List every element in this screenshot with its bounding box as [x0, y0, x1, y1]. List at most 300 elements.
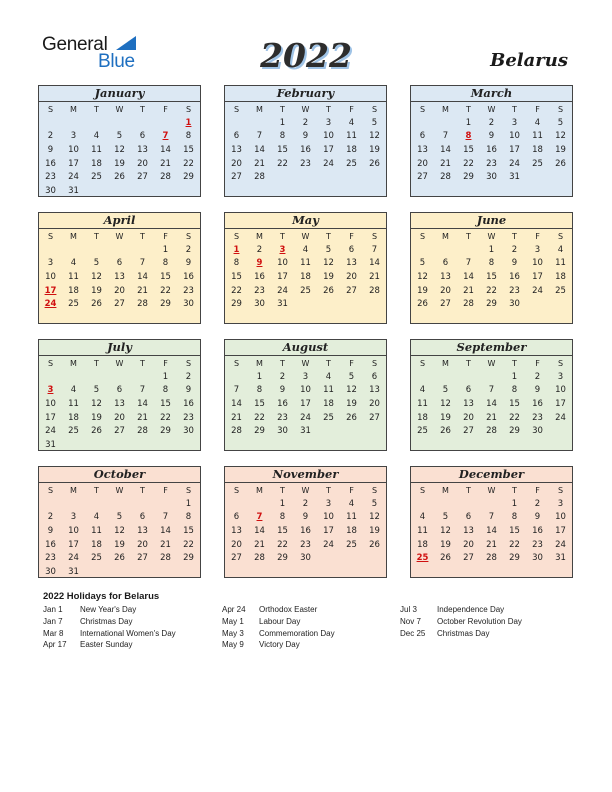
- day-cell: 3: [557, 371, 564, 382]
- day-cell: 15: [277, 525, 288, 536]
- day-cell: 3: [325, 498, 332, 509]
- day-cell: 16: [532, 398, 543, 409]
- day-cell: 8: [162, 385, 169, 396]
- day-cell: 25: [91, 553, 102, 564]
- day-cell: 25: [91, 172, 102, 183]
- day-cell: 23: [183, 412, 194, 423]
- day-cell: 15: [509, 525, 520, 536]
- day-cell: 21: [254, 158, 265, 169]
- empty-cell: [225, 116, 248, 130]
- day-cell: 21: [440, 158, 451, 169]
- day-cell: 24: [509, 158, 520, 169]
- day-cell: 28: [137, 299, 148, 310]
- logo-triangle-icon: [116, 36, 136, 50]
- day-cell: 13: [231, 525, 242, 536]
- day-cell: 5: [442, 385, 449, 396]
- day-cell: 16: [183, 398, 194, 409]
- day-cell: 17: [68, 158, 79, 169]
- day-cell: 1: [233, 244, 240, 255]
- day-cell: 2: [488, 117, 495, 128]
- empty-cell: [177, 565, 200, 578]
- day-cell: 23: [532, 539, 543, 550]
- empty-cell: [480, 370, 503, 384]
- day-cell: 2: [47, 131, 54, 142]
- weekday-label: T: [466, 232, 471, 241]
- day-cell: 27: [463, 553, 474, 564]
- day-cell: 22: [277, 158, 288, 169]
- day-cell: 7: [139, 385, 146, 396]
- day-cell: 22: [463, 158, 474, 169]
- weekday-label: F: [349, 105, 354, 114]
- day-cell: 29: [231, 299, 242, 310]
- holiday-row: [400, 605, 522, 617]
- empty-cell: [271, 170, 294, 184]
- day-cell: 2: [185, 244, 192, 255]
- weekday-label: M: [442, 105, 449, 114]
- day-cell: 27: [114, 299, 125, 310]
- day-cell: 14: [440, 144, 451, 155]
- day-cell: 4: [419, 512, 426, 523]
- day-cell: 8: [511, 512, 518, 523]
- day-cell: 15: [160, 398, 171, 409]
- month-september: [410, 339, 573, 451]
- day-cell: 8: [185, 512, 192, 523]
- day-cell: 13: [137, 144, 148, 155]
- empty-cell: [317, 551, 340, 565]
- holiday-name: October Revolution Day: [437, 616, 522, 626]
- weekday-label: T: [326, 105, 331, 114]
- day-cell: 17: [323, 525, 334, 536]
- day-cell: 10: [555, 385, 566, 396]
- day-cell: 15: [486, 271, 497, 282]
- day-cell: 11: [555, 258, 566, 269]
- empty-cell: [108, 243, 131, 257]
- day-cell: 27: [369, 412, 380, 423]
- day-cell: 29: [183, 553, 194, 564]
- weekday-label: W: [115, 486, 124, 495]
- weekday-label: T: [140, 359, 145, 368]
- day-cell: 4: [348, 498, 355, 509]
- day-cell: 20: [114, 412, 125, 423]
- day-cell: 3: [70, 512, 77, 523]
- day-cell: 18: [68, 412, 79, 423]
- day-cell: 9: [47, 144, 54, 155]
- day-cell: 10: [68, 144, 79, 155]
- day-cell: 25: [346, 158, 357, 169]
- day-cell: 4: [93, 131, 100, 142]
- day-cell: 20: [463, 412, 474, 423]
- day-cell: 9: [185, 258, 192, 269]
- empty-cell: [108, 497, 131, 511]
- holiday-date: Jan 1: [43, 605, 63, 614]
- weekday-label: W: [487, 486, 496, 495]
- weekday-label: M: [442, 486, 449, 495]
- day-cell: 28: [254, 553, 265, 564]
- month-april: [38, 212, 201, 324]
- weekday-label: W: [301, 105, 310, 114]
- empty-cell: [457, 497, 480, 511]
- weekday-label: S: [557, 105, 564, 114]
- day-cell: 20: [137, 539, 148, 550]
- day-cell: 24: [323, 539, 334, 550]
- day-cell: 13: [114, 271, 125, 282]
- day-cell: 5: [93, 258, 100, 269]
- day-cell: 30: [532, 553, 543, 564]
- empty-cell: [340, 170, 363, 184]
- day-cell: 22: [509, 412, 520, 423]
- day-cell: 28: [486, 426, 497, 437]
- day-cell: 1: [185, 498, 192, 509]
- empty-cell: [154, 184, 177, 197]
- day-cell: 14: [137, 398, 148, 409]
- day-cell: 21: [160, 158, 171, 169]
- day-cell: 26: [323, 285, 334, 296]
- holiday-row: [43, 629, 176, 641]
- empty-cell: [434, 370, 457, 384]
- day-cell: 12: [369, 512, 380, 523]
- day-cell: 1: [162, 371, 169, 382]
- month-title: August: [225, 340, 386, 356]
- weekday-label: M: [70, 105, 77, 114]
- holiday-name: Commemoration Day: [259, 628, 335, 638]
- empty-cell: [177, 438, 200, 451]
- day-cell: 17: [555, 398, 566, 409]
- day-cell: 1: [488, 244, 495, 255]
- day-cell: 10: [277, 258, 288, 269]
- empty-cell: [108, 370, 131, 384]
- holiday-name: Christmas Day: [437, 628, 490, 638]
- day-cell: 13: [137, 525, 148, 536]
- empty-cell: [85, 243, 108, 257]
- day-cell: 23: [45, 172, 56, 183]
- day-cell: 8: [465, 131, 472, 142]
- day-cell: 28: [486, 553, 497, 564]
- day-cell: 13: [463, 398, 474, 409]
- day-cell: 8: [256, 385, 263, 396]
- day-cell: 19: [323, 271, 334, 282]
- weekday-label: T: [94, 232, 99, 241]
- day-cell: 28: [254, 172, 265, 183]
- day-cell: 12: [91, 398, 102, 409]
- empty-cell: [225, 370, 248, 384]
- empty-cell: [480, 497, 503, 511]
- day-cell: 7: [465, 258, 472, 269]
- empty-cell: [85, 116, 108, 130]
- day-cell: 28: [137, 426, 148, 437]
- day-cell: 28: [160, 172, 171, 183]
- weekday-label: S: [557, 232, 564, 241]
- day-cell: 29: [277, 553, 288, 564]
- day-cell: 26: [440, 426, 451, 437]
- day-cell: 12: [440, 525, 451, 536]
- day-cell: 6: [233, 131, 240, 142]
- weekday-label: M: [70, 486, 77, 495]
- day-cell: 19: [114, 158, 125, 169]
- weekday-label: F: [163, 486, 168, 495]
- day-cell: 14: [254, 144, 265, 155]
- day-cell: 15: [509, 398, 520, 409]
- day-cell: 20: [231, 539, 242, 550]
- day-cell: 19: [346, 398, 357, 409]
- empty-cell: [434, 243, 457, 257]
- month-january: [38, 85, 201, 197]
- weekday-label: S: [233, 105, 240, 114]
- day-cell: 8: [279, 131, 286, 142]
- empty-cell: [154, 497, 177, 511]
- month-title: January: [39, 86, 200, 102]
- day-cell: 10: [555, 512, 566, 523]
- empty-cell: [317, 297, 340, 311]
- empty-cell: [457, 243, 480, 257]
- day-cell: 19: [440, 539, 451, 550]
- holiday-row: [43, 640, 176, 652]
- weekday-label: T: [466, 486, 471, 495]
- day-cell: 27: [137, 553, 148, 564]
- empty-cell: [131, 497, 154, 511]
- day-cell: 23: [509, 285, 520, 296]
- day-cell: 23: [254, 285, 265, 296]
- day-cell: 24: [277, 285, 288, 296]
- day-cell: 30: [532, 426, 543, 437]
- day-cell: 9: [511, 258, 518, 269]
- day-cell: 17: [45, 412, 56, 423]
- day-cell: 5: [93, 385, 100, 396]
- day-cell: 14: [254, 525, 265, 536]
- day-cell: 15: [160, 271, 171, 282]
- day-cell: 27: [231, 172, 242, 183]
- day-cell: 20: [114, 285, 125, 296]
- day-cell: 6: [348, 244, 355, 255]
- empty-cell: [85, 184, 108, 197]
- day-cell: 8: [511, 385, 518, 396]
- empty-cell: [177, 184, 200, 197]
- day-cell: 12: [440, 398, 451, 409]
- weekday-label: T: [512, 105, 517, 114]
- day-cell: 8: [162, 258, 169, 269]
- day-cell: 2: [279, 371, 286, 382]
- day-cell: 24: [44, 299, 57, 310]
- empty-cell: [549, 170, 572, 184]
- holiday-date: Mar 8: [43, 628, 64, 638]
- day-cell: 8: [488, 258, 495, 269]
- day-cell: 26: [91, 426, 102, 437]
- day-cell: 18: [323, 398, 334, 409]
- day-cell: 22: [183, 539, 194, 550]
- day-cell: 16: [509, 271, 520, 282]
- day-cell: 7: [371, 244, 378, 255]
- day-cell: 14: [160, 525, 171, 536]
- holiday-name: Easter Sunday: [80, 640, 133, 650]
- day-cell: 25: [532, 158, 543, 169]
- day-cell: 20: [440, 285, 451, 296]
- weekday-label: M: [442, 359, 449, 368]
- weekday-label: W: [115, 105, 124, 114]
- day-cell: 12: [91, 271, 102, 282]
- month-title: November: [225, 467, 386, 483]
- day-cell: 22: [486, 285, 497, 296]
- day-cell: 3: [279, 244, 286, 255]
- day-cell: 17: [68, 539, 79, 550]
- day-cell: 22: [277, 539, 288, 550]
- day-cell: 16: [183, 271, 194, 282]
- day-cell: 5: [325, 244, 332, 255]
- weekday-label: F: [535, 105, 540, 114]
- day-cell: 29: [509, 553, 520, 564]
- day-cell: 22: [231, 285, 242, 296]
- empty-cell: [154, 565, 177, 578]
- month-title: March: [411, 86, 572, 102]
- day-cell: 13: [114, 398, 125, 409]
- day-cell: 21: [254, 539, 265, 550]
- holiday-name: Orthodox Easter: [259, 605, 318, 614]
- weekday-label: T: [280, 232, 285, 241]
- day-cell: 12: [114, 144, 125, 155]
- empty-cell: [434, 116, 457, 130]
- weekday-label: F: [349, 232, 354, 241]
- day-cell: 26: [369, 158, 380, 169]
- day-cell: 1: [279, 498, 286, 509]
- holiday-row: [400, 617, 522, 629]
- day-cell: 10: [68, 525, 79, 536]
- weekday-label: T: [512, 486, 517, 495]
- month-title: September: [411, 340, 572, 356]
- day-cell: 7: [139, 258, 146, 269]
- day-cell: 23: [183, 285, 194, 296]
- weekday-label: T: [280, 359, 285, 368]
- day-cell: 6: [419, 131, 426, 142]
- day-cell: 11: [532, 131, 543, 142]
- day-cell: 30: [45, 185, 56, 196]
- day-cell: 26: [369, 539, 380, 550]
- holiday-row: [400, 629, 522, 641]
- day-cell: 31: [68, 566, 79, 577]
- holiday-row: [43, 617, 176, 629]
- day-cell: 26: [346, 412, 357, 423]
- weekday-label: M: [256, 105, 263, 114]
- day-cell: 24: [532, 285, 543, 296]
- day-cell: 6: [465, 512, 472, 523]
- month-august: [224, 339, 387, 451]
- weekday-label: S: [233, 359, 240, 368]
- month-may: [224, 212, 387, 324]
- day-cell: 11: [91, 144, 102, 155]
- day-cell: 6: [371, 371, 378, 382]
- day-cell: 12: [369, 131, 380, 142]
- day-cell: 31: [509, 172, 520, 183]
- holiday-row: [222, 617, 335, 629]
- day-cell: 16: [254, 271, 265, 282]
- day-cell: 9: [488, 131, 495, 142]
- day-cell: 11: [417, 398, 428, 409]
- day-cell: 12: [114, 525, 125, 536]
- day-cell: 4: [93, 512, 100, 523]
- weekday-label: M: [70, 232, 77, 241]
- day-cell: 20: [231, 158, 242, 169]
- day-cell: 7: [442, 131, 449, 142]
- holiday-row: [222, 605, 335, 617]
- weekday-label: M: [256, 359, 263, 368]
- day-cell: 22: [183, 158, 194, 169]
- day-cell: 21: [486, 412, 497, 423]
- holiday-date: Jul 3: [400, 605, 417, 614]
- empty-cell: [363, 424, 386, 438]
- empty-cell: [225, 497, 248, 511]
- day-cell: 14: [486, 398, 497, 409]
- weekday-label: W: [487, 232, 496, 241]
- day-cell: 13: [346, 258, 357, 269]
- weekday-label: T: [512, 232, 517, 241]
- day-cell: 30: [45, 566, 56, 577]
- weekday-label: M: [256, 232, 263, 241]
- weekday-label: T: [140, 232, 145, 241]
- weekday-label: S: [47, 486, 54, 495]
- holiday-name: International Women's Day: [80, 628, 176, 638]
- weekday-label: F: [349, 359, 354, 368]
- empty-cell: [85, 438, 108, 451]
- day-cell: 17: [300, 398, 311, 409]
- day-cell: 14: [486, 525, 497, 536]
- day-cell: 10: [509, 131, 520, 142]
- day-cell: 6: [139, 512, 146, 523]
- day-cell: 27: [114, 426, 125, 437]
- day-cell: 21: [160, 539, 171, 550]
- empty-cell: [363, 170, 386, 184]
- empty-cell: [62, 438, 85, 451]
- day-cell: 11: [68, 271, 79, 282]
- day-cell: 12: [323, 258, 334, 269]
- day-cell: 9: [256, 258, 263, 269]
- empty-cell: [434, 497, 457, 511]
- logo-text-blue: Blue: [98, 51, 135, 72]
- day-cell: 2: [511, 244, 518, 255]
- day-cell: 27: [137, 172, 148, 183]
- day-cell: 25: [417, 426, 428, 437]
- day-cell: 24: [68, 172, 79, 183]
- day-cell: 10: [323, 512, 334, 523]
- day-cell: 25: [68, 426, 79, 437]
- empty-cell: [39, 243, 62, 257]
- day-cell: 27: [346, 285, 357, 296]
- day-cell: 4: [534, 117, 541, 128]
- holiday-date: Apr 17: [43, 640, 67, 650]
- holiday-date: May 3: [222, 628, 244, 638]
- day-cell: 29: [463, 172, 474, 183]
- day-cell: 10: [532, 258, 543, 269]
- weekday-label: T: [140, 486, 145, 495]
- day-cell: 28: [231, 426, 242, 437]
- day-cell: 26: [91, 299, 102, 310]
- logo-text-general: General: [42, 34, 108, 55]
- day-cell: 30: [486, 172, 497, 183]
- empty-cell: [317, 170, 340, 184]
- empty-cell: [62, 497, 85, 511]
- weekday-label: W: [487, 105, 496, 114]
- weekday-label: W: [301, 232, 310, 241]
- day-cell: 19: [555, 144, 566, 155]
- day-cell: 13: [463, 525, 474, 536]
- month-october: [38, 466, 201, 578]
- holiday-column: [400, 605, 522, 640]
- day-cell: 30: [300, 553, 311, 564]
- holiday-name: Victory Day: [259, 640, 300, 650]
- day-cell: 17: [323, 144, 334, 155]
- day-cell: 13: [417, 144, 428, 155]
- empty-cell: [294, 170, 317, 184]
- weekday-label: T: [94, 359, 99, 368]
- day-cell: 14: [160, 144, 171, 155]
- day-cell: 18: [417, 412, 428, 423]
- holiday-name: New Year's Day: [80, 605, 137, 614]
